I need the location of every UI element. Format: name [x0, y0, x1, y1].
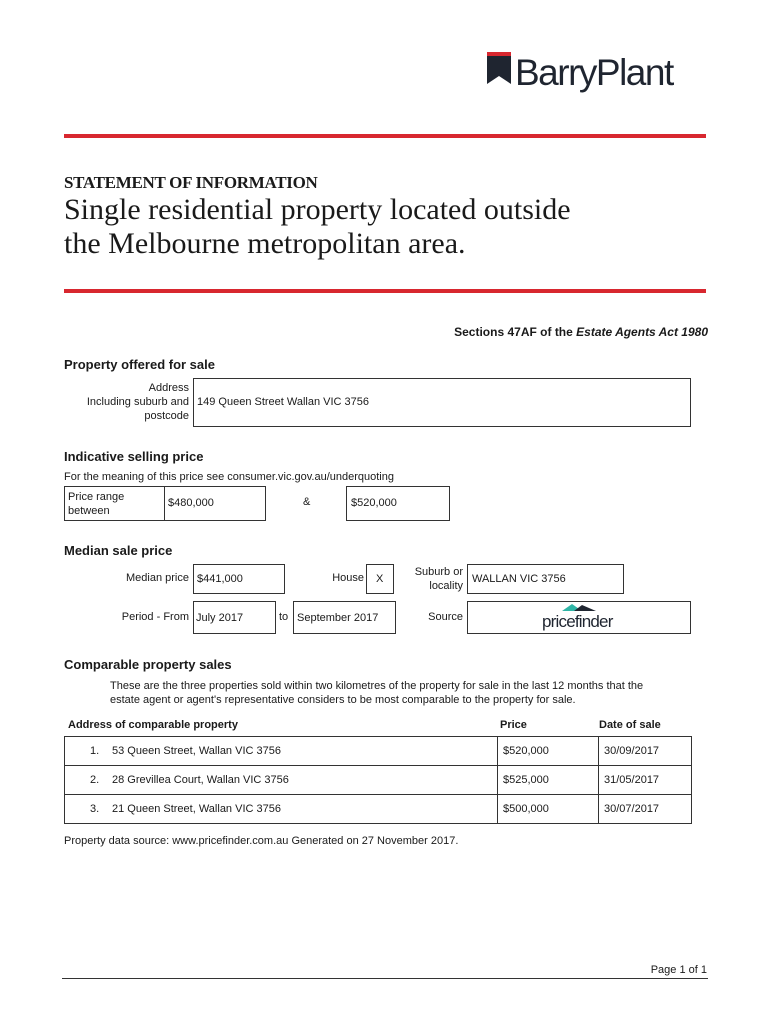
- logo-flag-icon: [487, 52, 511, 84]
- comparable-sales-table: [64, 736, 692, 824]
- address-label-line: Including suburb and: [86, 396, 189, 408]
- table-row: [65, 737, 692, 766]
- comparable-description-line: estate agent or agent's representative considers to be most comparable to the property for sale.: [110, 694, 576, 706]
- suburb-field: [467, 564, 624, 594]
- price-range-divider: [164, 487, 165, 520]
- col-address-header: Address of comparable property: [68, 719, 238, 731]
- table-row: [65, 795, 692, 824]
- row-number: 2.: [90, 774, 100, 786]
- price-low-value: $480,000: [168, 497, 214, 509]
- price-cell: $500,000: [498, 795, 599, 824]
- price-cell: $525,000: [498, 766, 599, 795]
- price-range-ampersand: &: [303, 496, 311, 508]
- row-address: 28 Grevillea Court, Wallan VIC 3756: [112, 774, 289, 786]
- table-row: [65, 766, 692, 795]
- median-price-field: [193, 564, 285, 594]
- comparable-description-line: These are the three properties sold within two kilometres of the property for sale in the last 12 months that the: [110, 680, 644, 692]
- address-cell: [65, 737, 498, 766]
- suburb-value: WALLAN VIC 3756: [472, 573, 566, 585]
- act-reference: [454, 325, 708, 339]
- row-address: 53 Queen Street, Wallan VIC 3756: [112, 745, 281, 757]
- price-high-value: $520,000: [351, 497, 397, 509]
- indicative-note: For the meaning of this price see consumer.vic.gov.au/underquoting: [64, 471, 394, 483]
- suburb-label-line: locality: [429, 580, 463, 592]
- price-high-field: [346, 486, 450, 521]
- date-cell: 31/05/2017: [599, 766, 692, 795]
- house-field: [366, 564, 394, 594]
- period-from-value: July 2017: [196, 612, 244, 624]
- median-price-value: $441,000: [197, 573, 243, 585]
- source-label: Source: [428, 611, 463, 623]
- address-label-line: Address: [148, 382, 189, 394]
- period-to-label: to: [279, 611, 289, 623]
- pricefinder-mark-icon: [562, 603, 596, 611]
- comparable-description: [110, 679, 643, 707]
- pricefinder-logo-text: pricefinder: [542, 612, 613, 631]
- data-source-note: Property data source: www.pricefinder.com.au Generated on 27 November 2017.: [64, 835, 459, 847]
- suburb-label-line: Suburb or: [414, 566, 463, 578]
- period-from-field: [193, 601, 276, 634]
- price-range-label-line: Price range: [68, 491, 125, 503]
- period-to-field: [293, 601, 396, 634]
- logo-wordmark: BarryPlant: [515, 52, 673, 93]
- barry-plant-logo: [487, 50, 709, 98]
- comparable-heading: Comparable property sales: [64, 657, 232, 672]
- title-divider: [64, 289, 706, 293]
- price-cell: $520,000: [498, 737, 599, 766]
- document-title: [64, 193, 571, 261]
- suburb-label: [395, 565, 463, 593]
- property-address-value: 149 Queen Street Wallan VIC 3756: [197, 396, 370, 408]
- row-number: 3.: [90, 803, 100, 815]
- address-cell: [65, 766, 498, 795]
- title-line-2: the Melbourne metropolitan area.: [64, 227, 466, 260]
- price-range-label-line: between: [68, 505, 110, 517]
- property-heading: Property offered for sale: [64, 357, 215, 372]
- footer-divider: [62, 978, 708, 979]
- date-cell: 30/09/2017: [599, 737, 692, 766]
- period-label: Period - From: [121, 611, 189, 623]
- col-date-header: Date of sale: [599, 719, 661, 731]
- row-number: 1.: [90, 745, 100, 757]
- property-address-field: [193, 378, 691, 427]
- page-number: Page 1 of 1: [650, 964, 707, 976]
- top-divider: [64, 134, 706, 138]
- col-price-header: Price: [500, 719, 527, 731]
- row-address: 21 Queen Street, Wallan VIC 3756: [112, 803, 281, 815]
- indicative-heading: Indicative selling price: [64, 449, 204, 464]
- price-range-label: [68, 490, 124, 518]
- address-label-line: postcode: [144, 410, 189, 422]
- period-to-value: September 2017: [297, 612, 379, 624]
- title-line-1: Single residential property located outside: [64, 193, 571, 226]
- act-prefix: Sections 47AF of the: [454, 325, 577, 339]
- date-cell: 30/07/2017: [599, 795, 692, 824]
- price-range-box: [64, 486, 266, 521]
- median-heading: Median sale price: [64, 543, 173, 558]
- median-price-label: Median price: [126, 572, 189, 584]
- address-label: [64, 381, 189, 423]
- address-cell: [65, 795, 498, 824]
- source-field: [467, 601, 691, 634]
- document-kicker: STATEMENT OF INFORMATION: [64, 173, 318, 192]
- house-value: X: [376, 573, 384, 585]
- act-name: Estate Agents Act 1980: [576, 325, 708, 339]
- house-label: House: [332, 572, 364, 584]
